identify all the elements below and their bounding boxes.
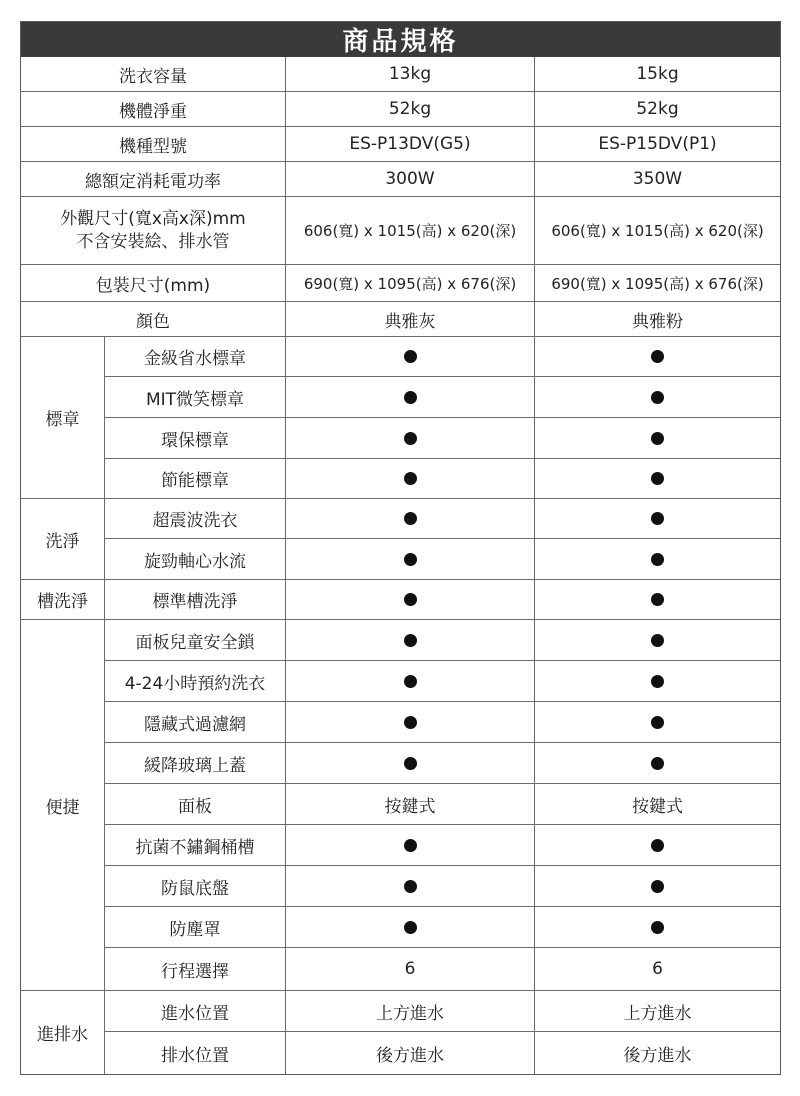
included-dot-icon [651, 593, 664, 606]
table-row [21, 162, 780, 197]
table-row [21, 866, 780, 907]
group-label-washing: 洗淨 [21, 499, 105, 580]
value-model-2: 上方進水 [623, 1003, 692, 1024]
table-row [21, 499, 780, 539]
included-dot-icon [404, 472, 417, 485]
feature-label: 行程選擇 [105, 948, 286, 990]
value-model-2 [535, 499, 780, 538]
included-dot-icon [404, 553, 417, 566]
feature-label: 面板 [105, 784, 286, 824]
value-model-1: 按鍵式 [286, 784, 535, 824]
table-row [21, 459, 780, 499]
feature-label: 緩降玻璃上蓋 [105, 743, 286, 783]
value-model-1: 300W [286, 162, 535, 196]
group-label-water: 進排水 [21, 991, 105, 1074]
table-row [21, 784, 780, 825]
included-dot-icon [651, 472, 664, 485]
value-model-1: 13kg [286, 57, 535, 91]
table-row [21, 991, 780, 1032]
value-model-2: 典雅粉 [632, 311, 683, 332]
table-row [21, 1032, 780, 1074]
feature-label: 防鼠底盤 [105, 866, 286, 906]
table-row [21, 197, 780, 265]
table-row [21, 743, 780, 784]
included-dot-icon [404, 432, 417, 445]
row-label-line-1: 外觀尺寸(寬x高x深)mm [60, 208, 246, 229]
included-dot-icon [404, 512, 417, 525]
included-dot-icon [404, 391, 417, 404]
value-model-2 [535, 661, 780, 701]
value-model-2: 15kg [636, 64, 679, 84]
value-model-2: 6 [652, 959, 663, 979]
value-model-2 [535, 907, 780, 947]
included-dot-icon [404, 675, 417, 688]
table-row [21, 418, 780, 459]
included-dot-icon [651, 880, 664, 893]
value-model-2 [535, 377, 780, 417]
row-label [21, 197, 286, 264]
table-row [21, 302, 780, 337]
table-row [21, 337, 780, 377]
row-label: 洗衣容量 [21, 57, 286, 91]
table-row [21, 127, 780, 162]
feature-label: 環保標章 [105, 418, 286, 458]
included-dot-icon [404, 839, 417, 852]
table-row [21, 92, 780, 127]
feature-label: 抗菌不鏽鋼桶槽 [105, 825, 286, 865]
table-row [21, 620, 780, 661]
value-model-1 [286, 866, 535, 906]
included-dot-icon [651, 432, 664, 445]
value-model-1: 606(寬) x 1015(高) x 620(深) [286, 197, 535, 264]
value-model-2: 按鍵式 [632, 796, 683, 817]
value-model-1 [286, 702, 535, 742]
included-dot-icon [651, 512, 664, 525]
included-dot-icon [404, 716, 417, 729]
spec-table [20, 21, 781, 1075]
included-dot-icon [404, 880, 417, 893]
table-row [21, 907, 780, 948]
feature-label: 標準槽洗淨 [105, 580, 286, 619]
value-model-2 [535, 866, 780, 906]
value-model-1: 上方進水 [286, 991, 535, 1031]
feature-label: 4-24小時預約洗衣 [105, 661, 286, 701]
value-model-2 [535, 539, 780, 579]
feature-label: 超震波洗衣 [105, 499, 286, 538]
row-label-line-2: 不含安裝絵、排水管 [76, 231, 230, 252]
included-dot-icon [404, 593, 417, 606]
feature-label: 隱藏式過濾網 [105, 702, 286, 742]
feature-label: 旋勁軸心水流 [105, 539, 286, 579]
feature-label: 進水位置 [105, 991, 286, 1031]
value-model-1 [286, 337, 535, 376]
included-dot-icon [651, 757, 664, 770]
value-model-1 [286, 620, 535, 660]
included-dot-icon [651, 553, 664, 566]
value-model-1 [286, 499, 535, 538]
value-model-1: 典雅灰 [286, 302, 535, 336]
value-model-2: 606(寬) x 1015(高) x 620(深) [551, 222, 764, 240]
feature-label: 防塵罩 [105, 907, 286, 947]
value-model-1 [286, 418, 535, 458]
row-label: 包裝尺寸(mm) [21, 265, 286, 301]
feature-label: 面板兒童安全鎖 [105, 620, 286, 660]
value-model-2 [535, 825, 780, 865]
value-model-2 [535, 743, 780, 783]
included-dot-icon [404, 757, 417, 770]
group-label-convenience: 便捷 [21, 620, 105, 991]
included-dot-icon [404, 634, 417, 647]
feature-label: 排水位置 [105, 1032, 286, 1074]
value-model-2 [535, 702, 780, 742]
value-model-1 [286, 539, 535, 579]
value-model-1 [286, 825, 535, 865]
value-model-1 [286, 580, 535, 619]
table-row [21, 539, 780, 580]
included-dot-icon [404, 921, 417, 934]
group-label-badges: 標章 [21, 337, 105, 499]
table-row [21, 57, 780, 92]
included-dot-icon [651, 921, 664, 934]
included-dot-icon [404, 350, 417, 363]
table-row [21, 702, 780, 743]
included-dot-icon [651, 716, 664, 729]
value-model-2: 350W [632, 169, 683, 189]
included-dot-icon [651, 634, 664, 647]
row-label: 顏色 [21, 302, 286, 336]
value-model-2 [535, 459, 780, 498]
feature-label: 節能標章 [105, 459, 286, 498]
value-model-2: 後方進水 [623, 1045, 692, 1066]
value-model-1 [286, 743, 535, 783]
value-model-1: 690(寬) x 1095(高) x 676(深) [286, 265, 535, 301]
table-title: 商品規格 [342, 27, 459, 57]
value-model-2: 690(寬) x 1095(高) x 676(深) [551, 274, 764, 293]
value-model-2 [535, 620, 780, 660]
value-model-1: 52kg [286, 92, 535, 126]
included-dot-icon [651, 839, 664, 852]
table-row [21, 661, 780, 702]
table-row [21, 580, 780, 620]
row-label: 總額定消耗電功率 [21, 162, 286, 196]
value-model-1: 後方進水 [286, 1032, 535, 1074]
value-model-1 [286, 907, 535, 947]
value-model-1 [286, 377, 535, 417]
feature-label: 金級省水標章 [105, 337, 286, 376]
row-label: 機種型號 [21, 127, 286, 161]
table-row [21, 265, 780, 302]
table-row [21, 948, 780, 991]
table-row [21, 377, 780, 418]
value-model-2 [535, 337, 780, 376]
value-model-1: ES-P13DV(G5) [286, 127, 535, 161]
value-model-1 [286, 661, 535, 701]
included-dot-icon [651, 391, 664, 404]
value-model-2 [535, 418, 780, 458]
value-model-1 [286, 459, 535, 498]
value-model-2: ES-P15DV(P1) [598, 134, 717, 154]
included-dot-icon [651, 350, 664, 363]
value-model-1: 6 [286, 948, 535, 990]
included-dot-icon [651, 675, 664, 688]
value-model-2 [535, 580, 780, 619]
row-label: 機體淨重 [21, 92, 286, 126]
table-row [21, 825, 780, 866]
table-header [21, 22, 780, 57]
feature-label: MIT微笑標章 [105, 377, 286, 417]
value-model-2: 52kg [636, 99, 679, 119]
group-label-tub-cleaning: 槽洗淨 [21, 580, 105, 620]
